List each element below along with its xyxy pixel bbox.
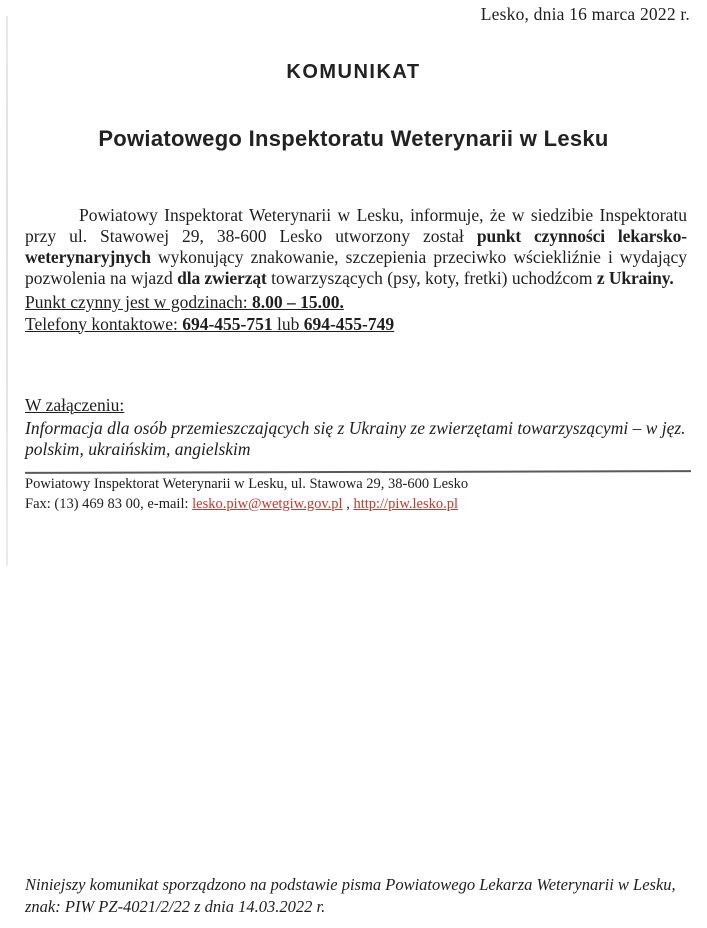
attachments-heading: W załączeniu: [25, 395, 125, 415]
paragraph-segment: towarzyszących (psy, koty, fretki) uchodźcom [266, 267, 597, 288]
fax-email-label: Fax: (13) 469 83 00, e-mail: [25, 495, 193, 512]
document-subtitle: Powiatowego Inspektoratu Weterynarii w Lesku [98, 126, 609, 151]
phone-number-1: 694-455-751 [182, 313, 273, 334]
paragraph-bold-ukraine: z Ukrainy. [596, 267, 674, 288]
contact-info-block [25, 292, 687, 335]
source-note: Niniejszy komunikat sporządzono na podstawie pisma Powiatowego Lekarza Weterynarii w Lesku, znak: PIW PZ-4021/2/22 z dnia 14.03.2022 r. [25, 875, 676, 916]
main-paragraph [25, 205, 687, 289]
paragraph-segment: Powiatowy Inspektorat Weterynarii w Lesku, informuje, że w siedzibie Inspektoratu przy ul. Stawowej 29, 38-600 Lesko utworzony został [25, 204, 687, 246]
paragraph-bold-animals: dla zwierząt [177, 267, 267, 288]
document-title: KOMUNIKAT [286, 61, 421, 83]
paragraph-bold-point-name: punkt czynności lekarsko-weterynaryjnych [25, 225, 688, 267]
opening-hours-line [25, 292, 687, 314]
contact-phones-line [25, 314, 687, 336]
email-link[interactable]: lesko.piw@wetgiw.gov.pl [192, 495, 343, 512]
footer-block [25, 475, 693, 514]
scan-edge-artifact [6, 16, 8, 566]
phone-number-2: 694-455-749 [303, 313, 395, 334]
attachments-description: Informacja dla osób przemieszczających się z Ukrainy ze zwierzętami towarzyszącymi – w jęz. polskim, ukraińskim, angielskim [25, 417, 686, 459]
footer-divider [25, 470, 691, 474]
date-line: Lesko, dnia 16 marca 2022 r. [480, 4, 690, 24]
paragraph-segment: wykonujący znakowanie, szczepienia przeciwko wściekliźnie i wydający pozwolenia na wjazd [25, 246, 687, 288]
footer-address: Powiatowy Inspektorat Weterynarii w Lesku, ul. Stawowa 29, 38-600 Lesko [25, 476, 469, 492]
phones-label: Telefony kontaktowe: [25, 313, 183, 334]
links-separator: , [342, 495, 354, 512]
attachments-block [25, 395, 693, 461]
footer-contact-line [25, 495, 693, 515]
opening-hours-label: Punkt czynny jest w godzinach: [25, 292, 252, 312]
website-link[interactable]: http://piw.lesko.pl [353, 495, 459, 512]
opening-hours-value: 8.00 – 15.00. [251, 292, 344, 312]
phones-separator: lub [272, 313, 304, 334]
